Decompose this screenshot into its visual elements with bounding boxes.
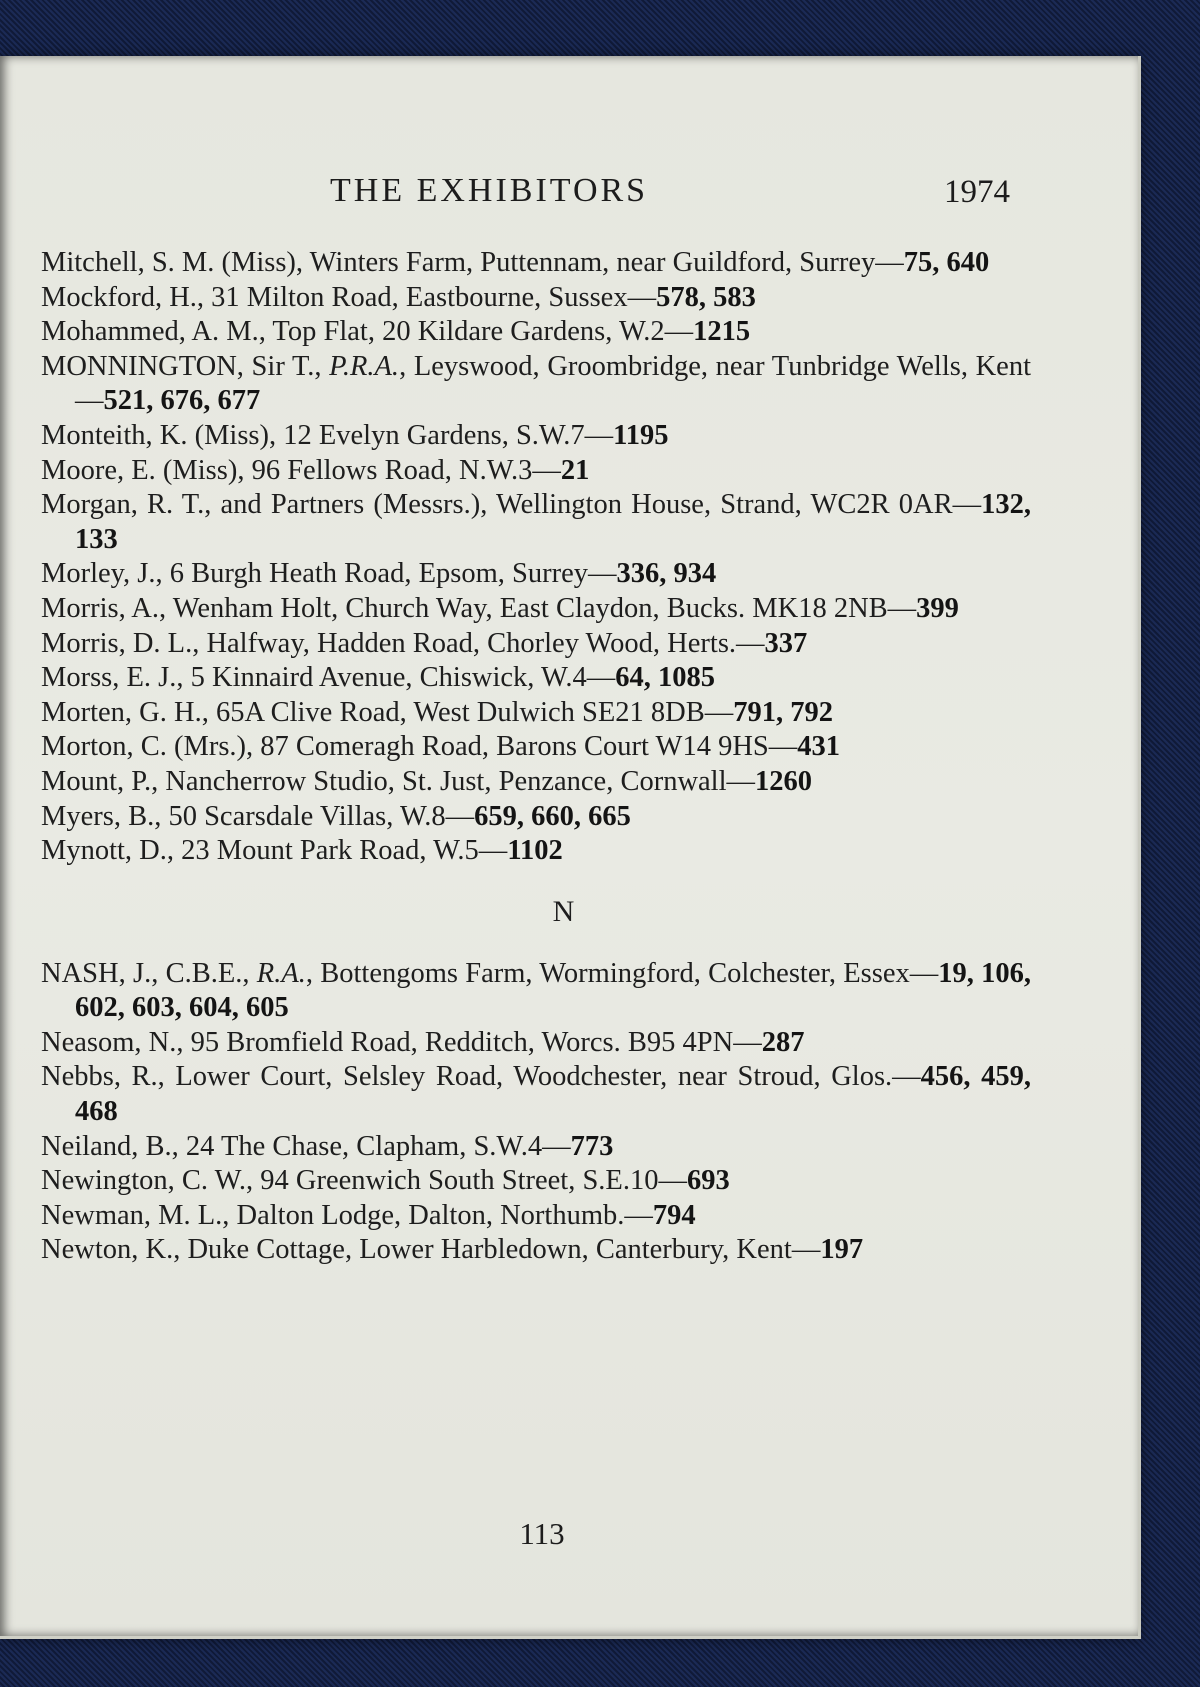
catalogue-numbers: 1102: [507, 835, 563, 867]
catalogue-numbers: 456, 459, 468: [75, 1061, 1032, 1128]
catalogue-numbers: 75, 640: [903, 247, 990, 278]
catalogue-numbers: 336, 934: [616, 558, 717, 590]
catalogue-numbers: 64, 1085: [615, 662, 715, 694]
catalogue-numbers: 21: [560, 454, 590, 486]
catalogue-numbers: 19, 106, 602, 603, 604, 605: [75, 957, 1031, 1024]
page-number: 113: [519, 1516, 565, 1551]
catalogue-numbers: 1215: [693, 316, 751, 348]
honours-title: P.R.A.: [329, 350, 400, 382]
catalogue-numbers: 197: [820, 1234, 864, 1266]
exhibitor-entry: Newington, C. W., 94 Greenwich South Street, S.E.10—693: [41, 1165, 730, 1197]
exhibitor-list: [41, 246, 1031, 1268]
exhibitor-entry: Morss, E. J., 5 Kinnaird Avenue, Chiswick, W.4—64, 1085: [41, 662, 715, 694]
exhibitor-entry: Moore, E. (Miss), 96 Fellows Road, N.W.3—21: [41, 454, 590, 486]
catalogue-numbers: 773: [570, 1130, 614, 1162]
exhibitor-entry: Mockford, H., 31 Milton Road, Eastbourne, Sussex—578, 583: [41, 281, 756, 313]
section-letter-n: N: [552, 894, 575, 928]
exhibitor-entry: Morten, G. H., 65A Clive Road, West Dulwich SE21 8DB—791, 792: [41, 696, 833, 728]
catalogue-numbers: 287: [761, 1026, 805, 1058]
exhibitor-entry: Newman, M. L., Dalton Lodge, Dalton, Northumb.—794: [41, 1199, 696, 1231]
catalogue-numbers: 399: [916, 592, 959, 624]
exhibitor-entry: Mitchell, S. M. (Miss), Winters Farm, Puttennam, near Guildford, Surrey—75, 640: [41, 247, 990, 278]
exhibitor-entry: MONNINGTON, Sir T., P.R.A., Leyswood, Groombridge, near Tunbridge Wells, Kent—521, 676, 677: [41, 350, 1031, 417]
catalogue-numbers: 1195: [613, 419, 669, 451]
exhibitor-entry: Mynott, D., 23 Mount Park Road, W.5—1102: [41, 835, 563, 867]
exhibitor-entry: Morley, J., 6 Burgh Heath Road, Epsom, Surrey—336, 934: [41, 558, 717, 590]
exhibitor-entry: Morgan, R. T., and Partners (Messrs.), Wellington House, Strand, WC2R 0AR—132, 133: [41, 489, 1031, 555]
catalogue-numbers: 337: [764, 627, 808, 659]
exhibitor-entry: Nebbs, R., Lower Court, Selsley Road, Woodchester, near Stroud, Glos.—456, 459, 468: [41, 1061, 1032, 1128]
catalogue-numbers: 791, 792: [733, 696, 833, 728]
running-head: [0, 172, 1138, 212]
running-year: 1974: [944, 174, 1010, 210]
exhibitor-entry: Morton, C. (Mrs.), 87 Comeragh Road, Barons Court W14 9HS—431: [41, 731, 841, 763]
running-title: THE EXHIBITORS: [330, 172, 649, 209]
catalogue-numbers: 132, 133: [75, 489, 1031, 555]
exhibitor-entry: Newton, K., Duke Cottage, Lower Harbledown, Canterbury, Kent—197: [41, 1234, 864, 1266]
exhibitor-entry: Mohammed, A. M., Top Flat, 20 Kildare Gardens, W.2—1215: [41, 316, 751, 348]
catalogue-numbers: 693: [686, 1165, 730, 1197]
exhibitor-entry: Myers, B., 50 Scarsdale Villas, W.8—659, 660, 665: [41, 800, 631, 832]
honours-title: R.A.: [256, 957, 306, 989]
exhibitor-entry: Mount, P., Nancherrow Studio, St. Just, Penzance, Cornwall—1260: [41, 765, 813, 797]
catalogue-numbers: 431: [797, 731, 841, 763]
catalogue-numbers: 578, 583: [656, 281, 756, 313]
exhibitor-entry: Monteith, K. (Miss), 12 Evelyn Gardens, S.W.7—1195: [41, 419, 669, 451]
exhibitor-entry: Morris, D. L., Halfway, Hadden Road, Chorley Wood, Herts.—337: [41, 627, 808, 659]
catalogue-numbers: 521, 676, 677: [103, 385, 261, 417]
catalogue-numbers: 794: [652, 1199, 696, 1231]
catalogue-numbers: 659, 660, 665: [474, 800, 631, 832]
catalogue-numbers: 1260: [755, 765, 813, 797]
exhibitor-entry: Neasom, N., 95 Bromfield Road, Redditch, Worcs. B95 4PN—287: [41, 1026, 805, 1058]
book-page: [0, 56, 1141, 1639]
exhibitor-entry: Neiland, B., 24 The Chase, Clapham, S.W.4—773: [41, 1130, 614, 1162]
exhibitor-entry: Morris, A., Wenham Holt, Church Way, East Claydon, Bucks. MK18 2NB—399: [41, 592, 959, 624]
exhibitor-entry: NASH, J., C.B.E., R.A., Bottengoms Farm, Wormingford, Colchester, Essex—19, 106, 602, 603, 604, 605: [41, 957, 1031, 1024]
